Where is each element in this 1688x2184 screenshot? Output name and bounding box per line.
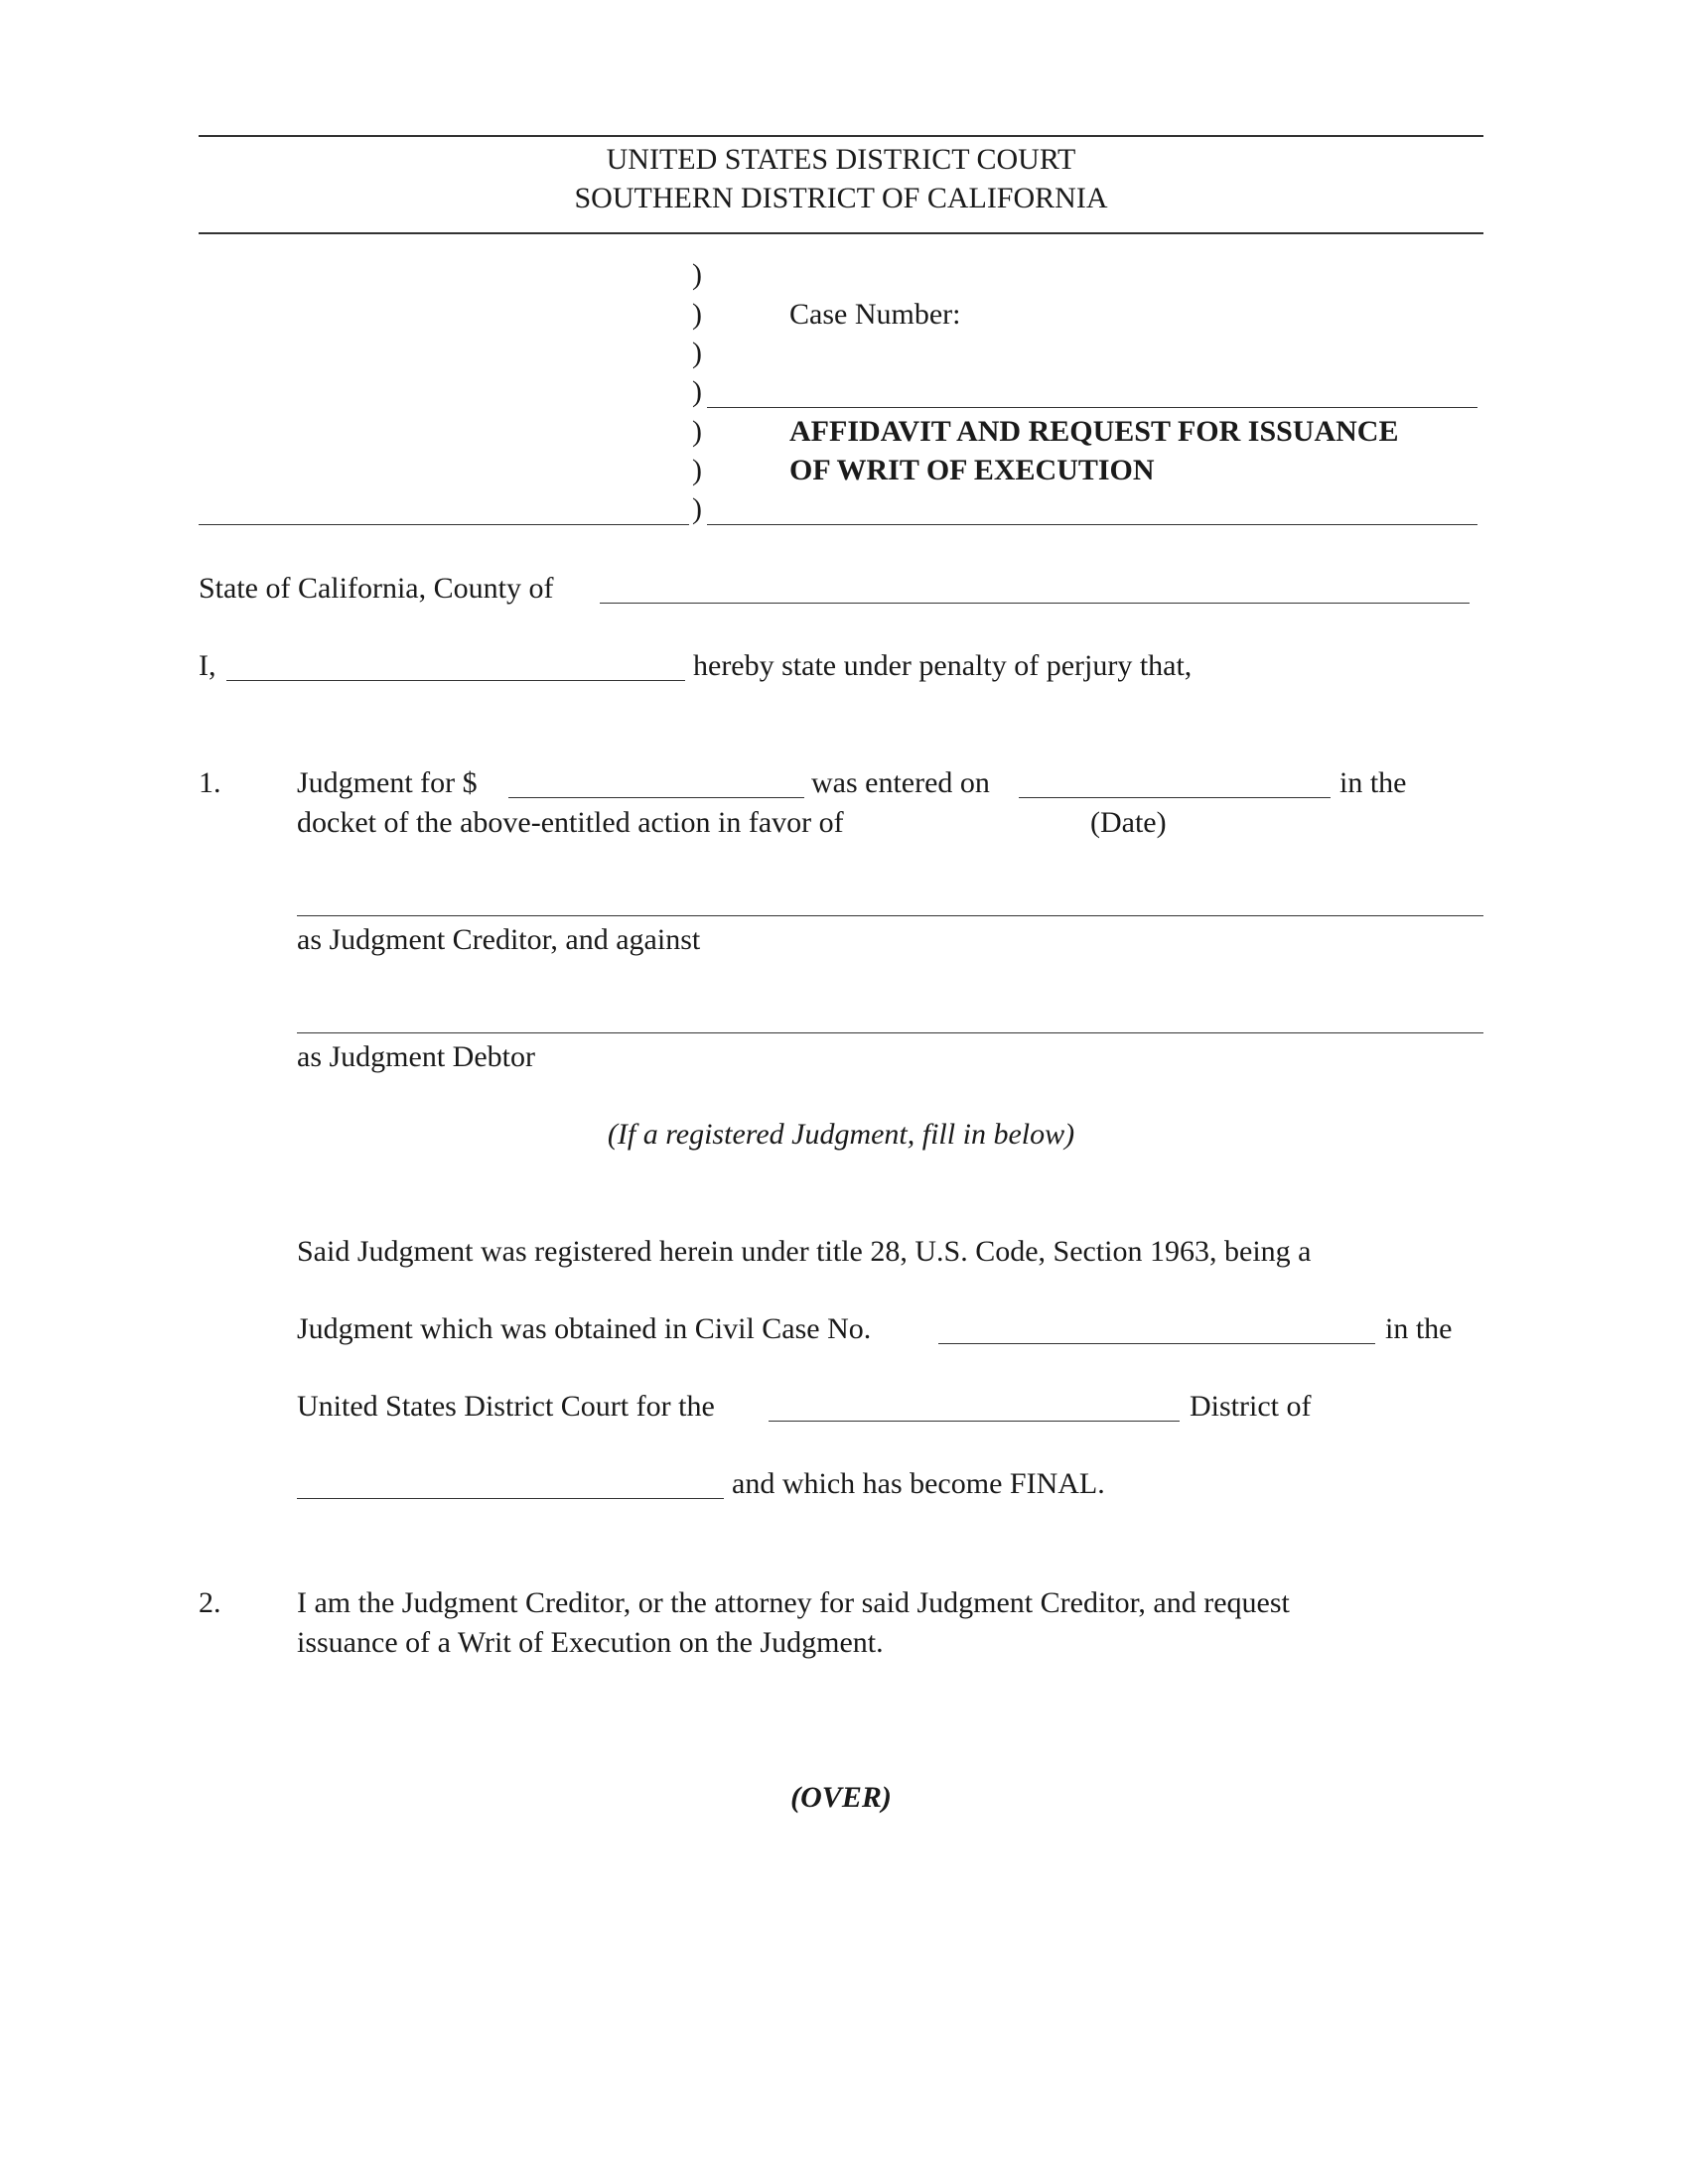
registered-judgment-note: (If a registered Judgment, fill in below) bbox=[607, 1118, 1075, 1151]
registered-judgment-text: Said Judgment was registered herein under title 28, U.S. Code, Section 1963, being a bbox=[297, 1235, 1312, 1268]
civil-case-label: Judgment which was obtained in Civil Case No. bbox=[297, 1312, 872, 1345]
header-top-rule bbox=[199, 135, 1483, 137]
entry-date-field[interactable] bbox=[1019, 797, 1331, 798]
judgment-debtor-label: as Judgment Debtor bbox=[297, 1040, 535, 1073]
in-the-label: in the bbox=[1339, 766, 1407, 799]
caption-paren: ) bbox=[692, 415, 702, 448]
court-district: SOUTHERN DISTRICT OF CALIFORNIA bbox=[574, 182, 1108, 214]
caption-paren: ) bbox=[692, 298, 702, 331]
request-text-line2: issuance of a Writ of Execution on the Judgment. bbox=[297, 1626, 884, 1659]
caption-paren: ) bbox=[692, 454, 702, 486]
caption-bottom-rule bbox=[707, 524, 1477, 525]
district-court-label: United States District Court for the bbox=[297, 1390, 715, 1423]
caption-paren: ) bbox=[692, 492, 702, 525]
state-county-label: State of California, County of bbox=[199, 572, 554, 605]
judgment-for-label: Judgment for $ bbox=[297, 766, 478, 799]
affiant-statement: hereby state under penalty of perjury that, bbox=[693, 649, 1193, 682]
judgment-creditor-field[interactable] bbox=[297, 915, 1483, 916]
final-text: and which has become FINAL. bbox=[732, 1467, 1105, 1500]
court-name: UNITED STATES DISTRICT COURT bbox=[606, 143, 1076, 176]
affiant-prefix: I, bbox=[199, 649, 216, 682]
civil-case-in-the: in the bbox=[1385, 1312, 1453, 1345]
document-title-line2: OF WRIT OF EXECUTION bbox=[789, 454, 1155, 486]
parties-field[interactable] bbox=[199, 524, 689, 525]
was-entered-on-label: was entered on bbox=[811, 766, 990, 799]
judgment-debtor-field[interactable] bbox=[297, 1032, 1483, 1033]
date-caption: (Date) bbox=[1090, 806, 1167, 839]
header-bottom-rule bbox=[199, 232, 1483, 234]
caption-paren: ) bbox=[692, 258, 702, 291]
document-title-line1: AFFIDAVIT AND REQUEST FOR ISSUANCE bbox=[789, 415, 1399, 448]
district-name-field[interactable] bbox=[769, 1421, 1180, 1422]
caption-paren: ) bbox=[692, 337, 702, 369]
affiant-name-field[interactable] bbox=[226, 680, 685, 681]
over-indicator: (OVER) bbox=[790, 1781, 892, 1814]
judgment-amount-field[interactable] bbox=[508, 797, 804, 798]
judgment-creditor-label: as Judgment Creditor, and against bbox=[297, 923, 701, 956]
district-state-field[interactable] bbox=[297, 1498, 724, 1499]
civil-case-number-field[interactable] bbox=[938, 1343, 1375, 1344]
district-of-label: District of bbox=[1190, 1390, 1312, 1423]
caption-paren: ) bbox=[692, 375, 702, 408]
docket-text: docket of the above-entitled action in favor of bbox=[297, 806, 844, 839]
county-field[interactable] bbox=[600, 603, 1470, 604]
item-number: 2. bbox=[199, 1586, 221, 1619]
case-number-field[interactable] bbox=[707, 407, 1477, 408]
case-number-label: Case Number: bbox=[789, 298, 961, 331]
request-text-line1: I am the Judgment Creditor, or the attorney for said Judgment Creditor, and request bbox=[297, 1586, 1290, 1619]
item-number: 1. bbox=[199, 766, 221, 799]
